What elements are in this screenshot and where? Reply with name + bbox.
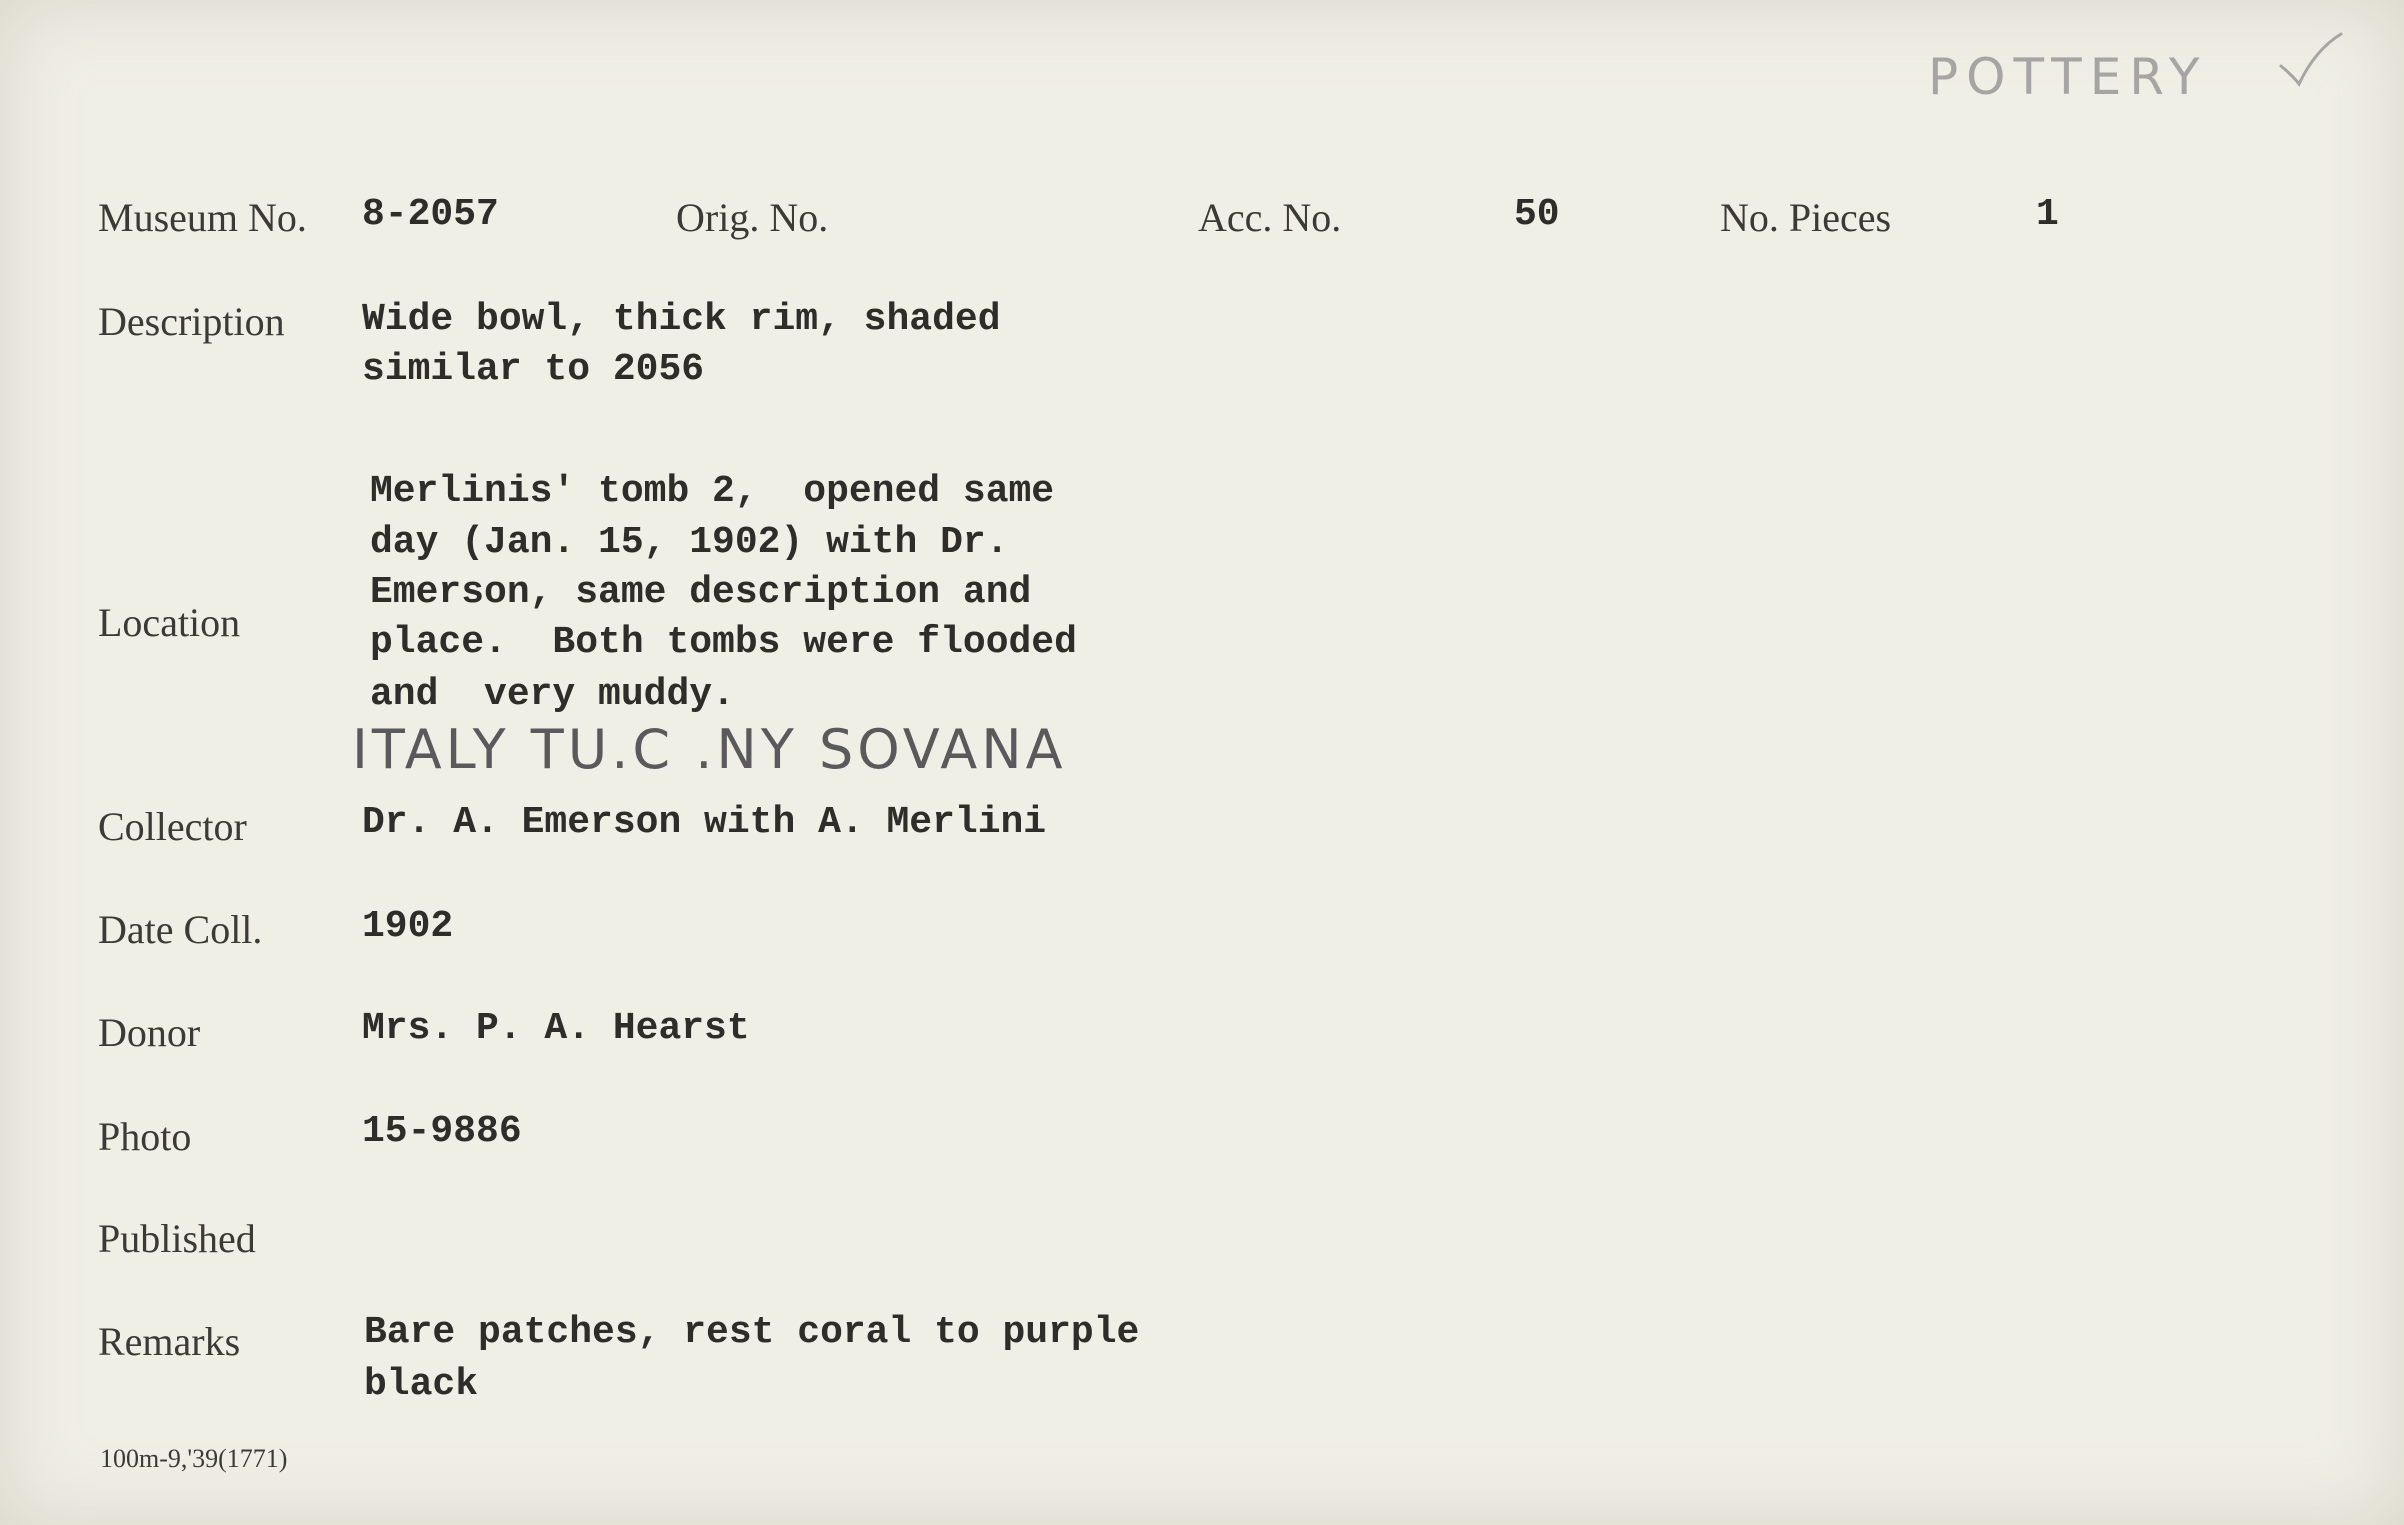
no-pieces-label: No. Pieces [1720, 195, 1892, 240]
location-line: place. Both tombs were flooded [370, 621, 1077, 664]
orig-no-label: Orig. No. [676, 195, 829, 240]
location-label: Location [98, 600, 241, 645]
description-label: Description [98, 299, 285, 344]
location-line: Merlinis' tomb 2, opened same [370, 470, 1055, 513]
location-stamp: ITALY TU.C .NY SOVANA [352, 718, 1067, 781]
location-line: and very muddy. [370, 673, 735, 716]
date-coll-label: Date Coll. [98, 907, 263, 952]
location-line: day (Jan. 15, 1902) with Dr. [370, 521, 1009, 564]
donor-value: Mrs. P. A. Hearst [362, 1007, 750, 1050]
museum-no-value: 8-2057 [362, 193, 499, 236]
description-line: similar to 2056 [362, 348, 705, 391]
photo-label: Photo [98, 1114, 192, 1159]
checkmark-icon [2275, 30, 2345, 90]
photo-value: 15-9886 [362, 1110, 522, 1153]
location-line: Emerson, same description and [370, 571, 1032, 614]
remarks-line: black [364, 1363, 479, 1406]
no-pieces-value: 1 [2036, 193, 2059, 236]
remarks-line: Bare patches, rest coral to purple [364, 1311, 1140, 1354]
remarks-label: Remarks [98, 1319, 241, 1364]
date-coll-value: 1902 [362, 905, 454, 948]
acc-no-label: Acc. No. [1198, 195, 1342, 240]
collector-value: Dr. A. Emerson with A. Merlini [362, 801, 1047, 844]
acc-no-value: 50 [1514, 193, 1560, 236]
donor-label: Donor [98, 1010, 201, 1055]
form-code: 100m-9,'39(1771) [100, 1444, 288, 1473]
collector-label: Collector [98, 804, 247, 849]
published-label: Published [98, 1216, 256, 1261]
pottery-stamp: POTTERY [1928, 48, 2208, 106]
museum-no-label: Museum No. [98, 195, 307, 240]
description-line: Wide bowl, thick rim, shaded [362, 298, 1001, 341]
